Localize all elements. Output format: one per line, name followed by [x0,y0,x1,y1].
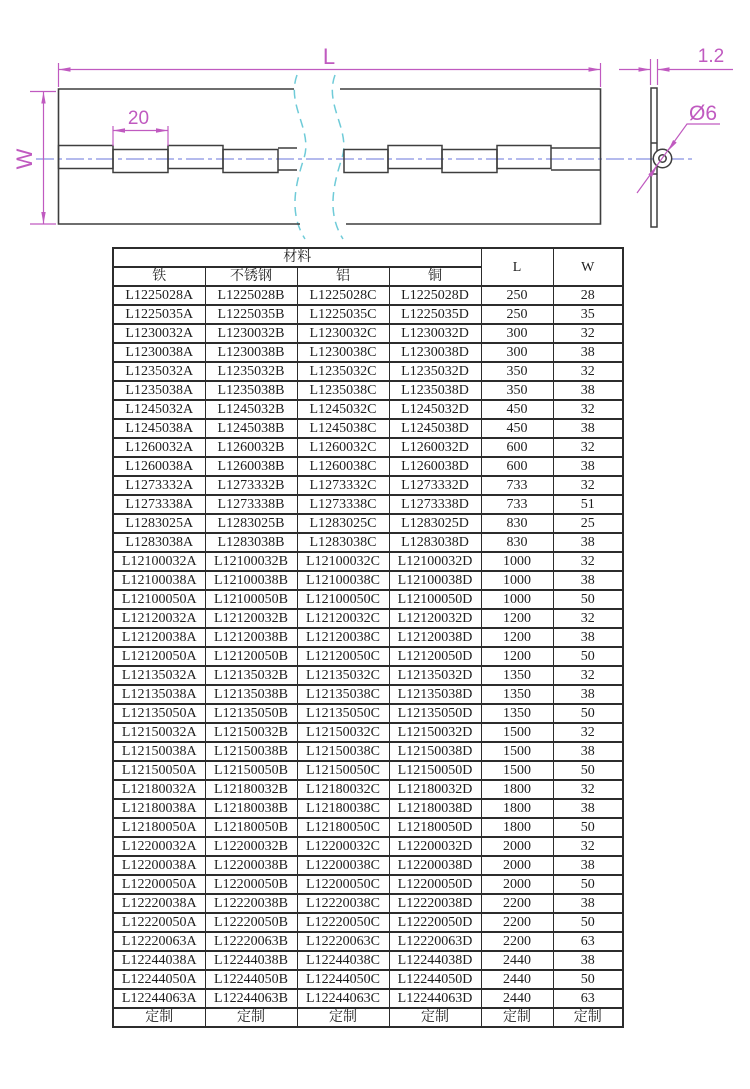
table-cell: L12244038C [297,951,389,970]
table-cell: L12180038C [297,799,389,818]
table-cell: L1273332C [297,476,389,495]
table-cell: L12180038A [113,799,205,818]
table-cell: L1283038C [297,533,389,552]
table-cell: L1245032D [389,400,481,419]
table-cell: L12244050B [205,970,297,989]
table-row [113,647,623,666]
table-cell: L12244063D [389,989,481,1008]
table-cell: 350 [481,362,553,381]
table-cell: L12135038D [389,685,481,704]
table-cell: 1800 [481,799,553,818]
table-cell: L12180032D [389,780,481,799]
table-cell: L1260038B [205,457,297,476]
table-cell: L12220038D [389,894,481,913]
table-cell: 32 [553,666,623,685]
table-cell: 50 [553,913,623,932]
table-cell: 38 [553,894,623,913]
table-cell: L1283038D [389,533,481,552]
table-row [113,438,623,457]
table-cell: L12150050C [297,761,389,780]
width-column-header: W [553,248,623,286]
table-cell: 32 [553,723,623,742]
table-cell: L12135050D [389,704,481,723]
table-cell: L1235032A [113,362,205,381]
table-cell: L1260032C [297,438,389,457]
header-row-material-group [113,248,623,267]
table-cell: L1235038D [389,381,481,400]
table-cell: L1235038A [113,381,205,400]
table-cell: 32 [553,780,623,799]
table-cell: L1225028D [389,286,481,305]
table-row [113,400,623,419]
table-cell: 50 [553,875,623,894]
table-cell: 38 [553,742,623,761]
dim-pin-diameter [637,102,720,193]
table-cell: L12135050A [113,704,205,723]
table-cell: L12180038B [205,799,297,818]
table-cell: L1235032C [297,362,389,381]
table-row [113,457,623,476]
table-cell: 38 [553,856,623,875]
table-cell: 定制 [297,1008,389,1027]
table-cell: 32 [553,609,623,628]
table-cell: L1225028C [297,286,389,305]
table-row [113,305,623,324]
table-cell: L1230038C [297,343,389,362]
table-cell: L1230032D [389,324,481,343]
table-cell: L1225028B [205,286,297,305]
table-cell: L12135038B [205,685,297,704]
table-cell: 1200 [481,647,553,666]
table-cell: L1245038C [297,419,389,438]
table-cell: L12220038C [297,894,389,913]
table-cell: L1283038B [205,533,297,552]
dim-thickness [619,46,733,85]
table-cell: 50 [553,704,623,723]
table-row [113,970,623,989]
table-cell: 38 [553,571,623,590]
table-cell: L12150038B [205,742,297,761]
table-cell: 51 [553,495,623,514]
table-cell: 350 [481,381,553,400]
table-cell: L12100050A [113,590,205,609]
table-cell: L12180038D [389,799,481,818]
table-row [113,913,623,932]
table-cell: L12150038C [297,742,389,761]
table-cell: L12244063C [297,989,389,1008]
table-cell: 830 [481,533,553,552]
table-cell: L12200038D [389,856,481,875]
table-cell: 1000 [481,552,553,571]
table-cell: L12200038A [113,856,205,875]
table-cell: 38 [553,533,623,552]
table-cell: 50 [553,647,623,666]
table-cell: L1273338A [113,495,205,514]
table-cell: L12200032A [113,837,205,856]
table-cell: L12220038A [113,894,205,913]
table-cell: L12120032B [205,609,297,628]
table-cell: 300 [481,343,553,362]
table-cell: L1235032D [389,362,481,381]
table-row [113,628,623,647]
dim-length [59,44,601,87]
table-cell: L1260038A [113,457,205,476]
table-cell: L1235038B [205,381,297,400]
table-cell: 定制 [553,1008,623,1027]
table-cell: L12150038A [113,742,205,761]
table-cell: 38 [553,457,623,476]
table-cell: 50 [553,970,623,989]
table-cell: L12220050C [297,913,389,932]
table-cell: L1235038C [297,381,389,400]
table-row [113,533,623,552]
table-cell: 38 [553,951,623,970]
table-cell: 32 [553,400,623,419]
table-cell: 32 [553,552,623,571]
table-cell: L12244050A [113,970,205,989]
table-cell: L1245032B [205,400,297,419]
table-cell: L1230038A [113,343,205,362]
table-cell: L12135032B [205,666,297,685]
table-cell: L12220063B [205,932,297,951]
table-row [113,590,623,609]
table-cell: 1200 [481,609,553,628]
table-cell: L12200050D [389,875,481,894]
table-cell: 32 [553,476,623,495]
table-cell: 32 [553,324,623,343]
table-row [113,666,623,685]
table-cell: L1260032A [113,438,205,457]
table-cell: L1245038B [205,419,297,438]
table-cell: 1350 [481,704,553,723]
table-cell: 38 [553,343,623,362]
table-cell: L12180050D [389,818,481,837]
table-row [113,780,623,799]
table-cell: L12120032A [113,609,205,628]
table-cell: 1200 [481,628,553,647]
table-cell: 1500 [481,723,553,742]
table-cell: 2000 [481,837,553,856]
table-cell: L12220038B [205,894,297,913]
table-cell: 28 [553,286,623,305]
table-cell: L12120050C [297,647,389,666]
table-cell: L12220050D [389,913,481,932]
table-cell: L12180032C [297,780,389,799]
table-cell: L12100038C [297,571,389,590]
hinge-side-view [651,88,672,227]
table-cell: L1245038D [389,419,481,438]
table-cell: L12200032C [297,837,389,856]
material-group-header: 材料 [113,248,481,267]
table-cell: L12244050C [297,970,389,989]
table-row [113,761,623,780]
table-row [113,723,623,742]
table-cell: L12220063C [297,932,389,951]
table-cell: 1800 [481,780,553,799]
table-row [113,476,623,495]
table-cell: L12244038A [113,951,205,970]
table-cell: L1245032C [297,400,389,419]
table-row [113,837,623,856]
table-row [113,932,623,951]
table-cell: L12220050A [113,913,205,932]
table-cell: L12200050A [113,875,205,894]
table-cell: 38 [553,799,623,818]
table-cell: L12100032A [113,552,205,571]
table-cell: L12200032B [205,837,297,856]
table-cell: L12180032A [113,780,205,799]
table-cell: 600 [481,438,553,457]
table-cell: 2440 [481,951,553,970]
dim-width [12,92,56,225]
table-cell: L1273332D [389,476,481,495]
table-cell: L12135032A [113,666,205,685]
table-cell: 38 [553,685,623,704]
table-cell: 830 [481,514,553,533]
table-cell: L1225035D [389,305,481,324]
table-cell: 2000 [481,875,553,894]
table-cell: L12220063A [113,932,205,951]
table-cell: 38 [553,381,623,400]
table-row [113,514,623,533]
table-cell: L12135032D [389,666,481,685]
table-cell: 50 [553,818,623,837]
table-cell: L1225035B [205,305,297,324]
table-row [113,894,623,913]
table-cell: L12135050C [297,704,389,723]
table-row [113,286,623,305]
table-cell: 定制 [481,1008,553,1027]
table-cell: 38 [553,419,623,438]
table-cell: L1225035A [113,305,205,324]
dim-pitch [113,108,168,146]
table-cell: L12244063A [113,989,205,1008]
table-cell: L12244050D [389,970,481,989]
table-row [113,742,623,761]
table-cell: L12220050B [205,913,297,932]
table-cell: 38 [553,628,623,647]
table-cell: L12120032C [297,609,389,628]
table-cell: 32 [553,362,623,381]
table-cell: 50 [553,590,623,609]
table-cell: L12220063D [389,932,481,951]
table-cell: 1000 [481,571,553,590]
table-cell: 2200 [481,894,553,913]
table-row [113,343,623,362]
table-cell: L12200038C [297,856,389,875]
table-cell: L12150032B [205,723,297,742]
table-cell: 定制 [113,1008,205,1027]
table-cell: L1283025B [205,514,297,533]
material-header-iron: 铁 [113,267,205,286]
table-cell: L12150032A [113,723,205,742]
table-cell: 450 [481,400,553,419]
table-cell: L12120050A [113,647,205,666]
table-row [113,419,623,438]
table-cell: 2440 [481,970,553,989]
table-cell: L12200050C [297,875,389,894]
table-cell: L1230032C [297,324,389,343]
table-cell: L1245032A [113,400,205,419]
table-cell: L1225028A [113,286,205,305]
table-cell: 32 [553,438,623,457]
table-row [113,875,623,894]
table-cell: L1260038C [297,457,389,476]
table-cell: L12180032B [205,780,297,799]
table-cell: L12120038D [389,628,481,647]
table-row [113,381,623,400]
table-cell: L12100050D [389,590,481,609]
table-row [113,856,623,875]
table-row [113,552,623,571]
table-cell: L1225035C [297,305,389,324]
table-cell: L1273338D [389,495,481,514]
table-cell: 1350 [481,685,553,704]
table-cell: L12100032C [297,552,389,571]
table-cell: L1283038A [113,533,205,552]
table-cell: L1235032B [205,362,297,381]
table-cell: L12200050B [205,875,297,894]
table-cell: L12120038B [205,628,297,647]
table-cell: L12150050B [205,761,297,780]
table-cell: 450 [481,419,553,438]
table-row [113,495,623,514]
table-cell: L12100032D [389,552,481,571]
table-cell: 600 [481,457,553,476]
table-cell: L1273332A [113,476,205,495]
table-cell: L12135050B [205,704,297,723]
table-cell: 1350 [481,666,553,685]
table-cell: L12100032B [205,552,297,571]
table-row [113,989,623,1008]
table-cell: L12100038B [205,571,297,590]
table-cell: 250 [481,286,553,305]
table-cell: L12150038D [389,742,481,761]
table-cell: 63 [553,932,623,951]
table-cell: 733 [481,476,553,495]
table-cell: L12120038A [113,628,205,647]
table-cell: L12244038D [389,951,481,970]
table-cell: L12135038A [113,685,205,704]
size-table-header [113,248,623,286]
table-row [113,324,623,343]
table-cell: 35 [553,305,623,324]
length-column-header: L [481,248,553,286]
dim-length-label: L [322,44,336,69]
table-cell: L12120050B [205,647,297,666]
table-cell: 1500 [481,742,553,761]
material-header-copper: 铜 [389,267,481,286]
table-cell: 1800 [481,818,553,837]
table-row [113,799,623,818]
table-cell: L1273332B [205,476,297,495]
dim-thickness-label: 1.2 [697,46,725,67]
hinge-technical-drawing [0,0,750,245]
table-cell: L1283025D [389,514,481,533]
table-cell: L12200038B [205,856,297,875]
table-cell: 733 [481,495,553,514]
table-cell: 定制 [205,1008,297,1027]
size-table [112,247,624,1028]
table-row [113,951,623,970]
table-cell: L12120032D [389,609,481,628]
table-row [113,571,623,590]
table-row [113,704,623,723]
table-cell: L12200032D [389,837,481,856]
table-cell: L1283025C [297,514,389,533]
table-cell: L12150032C [297,723,389,742]
table-cell: L1230032A [113,324,205,343]
table-cell: 2440 [481,989,553,1008]
table-cell: 1500 [481,761,553,780]
table-cell: L12100038A [113,571,205,590]
table-cell: 1000 [481,590,553,609]
table-cell: 25 [553,514,623,533]
table-cell: L12120050D [389,647,481,666]
table-cell: L1283025A [113,514,205,533]
table-footer-row [113,1008,623,1027]
table-cell: L12244063B [205,989,297,1008]
table-cell: 250 [481,305,553,324]
table-cell: L1273338B [205,495,297,514]
table-cell: 2200 [481,932,553,951]
table-cell: 63 [553,989,623,1008]
table-cell: L1273338C [297,495,389,514]
table-cell: L12135038C [297,685,389,704]
table-row [113,609,623,628]
table-cell: L12100038D [389,571,481,590]
table-cell: 定制 [389,1008,481,1027]
table-cell: L12100050B [205,590,297,609]
table-cell: L1260032D [389,438,481,457]
table-cell: L12150050D [389,761,481,780]
table-row [113,818,623,837]
table-cell: 2200 [481,913,553,932]
size-table-body [113,286,623,1027]
table-cell: L12135032C [297,666,389,685]
table-cell: L12150032D [389,723,481,742]
table-cell: L12180050B [205,818,297,837]
table-cell: L1260038D [389,457,481,476]
table-cell: L12100050C [297,590,389,609]
table-cell: L1245038A [113,419,205,438]
table-cell: L1230032B [205,324,297,343]
table-row [113,362,623,381]
table-cell: 300 [481,324,553,343]
table-cell: L12180050A [113,818,205,837]
break-lines [294,75,344,239]
table-cell: 50 [553,761,623,780]
table-cell: L12150050A [113,761,205,780]
table-cell: L1230038D [389,343,481,362]
table-cell: L1230038B [205,343,297,362]
dim-pin-diameter-label: Ø6 [688,102,718,125]
table-cell: L12180050C [297,818,389,837]
table-cell: L12244038B [205,951,297,970]
table-cell: 32 [553,837,623,856]
table-row [113,685,623,704]
material-header-aluminum: 铝 [297,267,389,286]
table-cell: L1260032B [205,438,297,457]
table-cell: 2000 [481,856,553,875]
table-cell: L12120038C [297,628,389,647]
material-header-stainless: 不锈钢 [205,267,297,286]
dim-width-label: W [12,148,37,170]
dim-pitch-label: 20 [127,108,150,129]
